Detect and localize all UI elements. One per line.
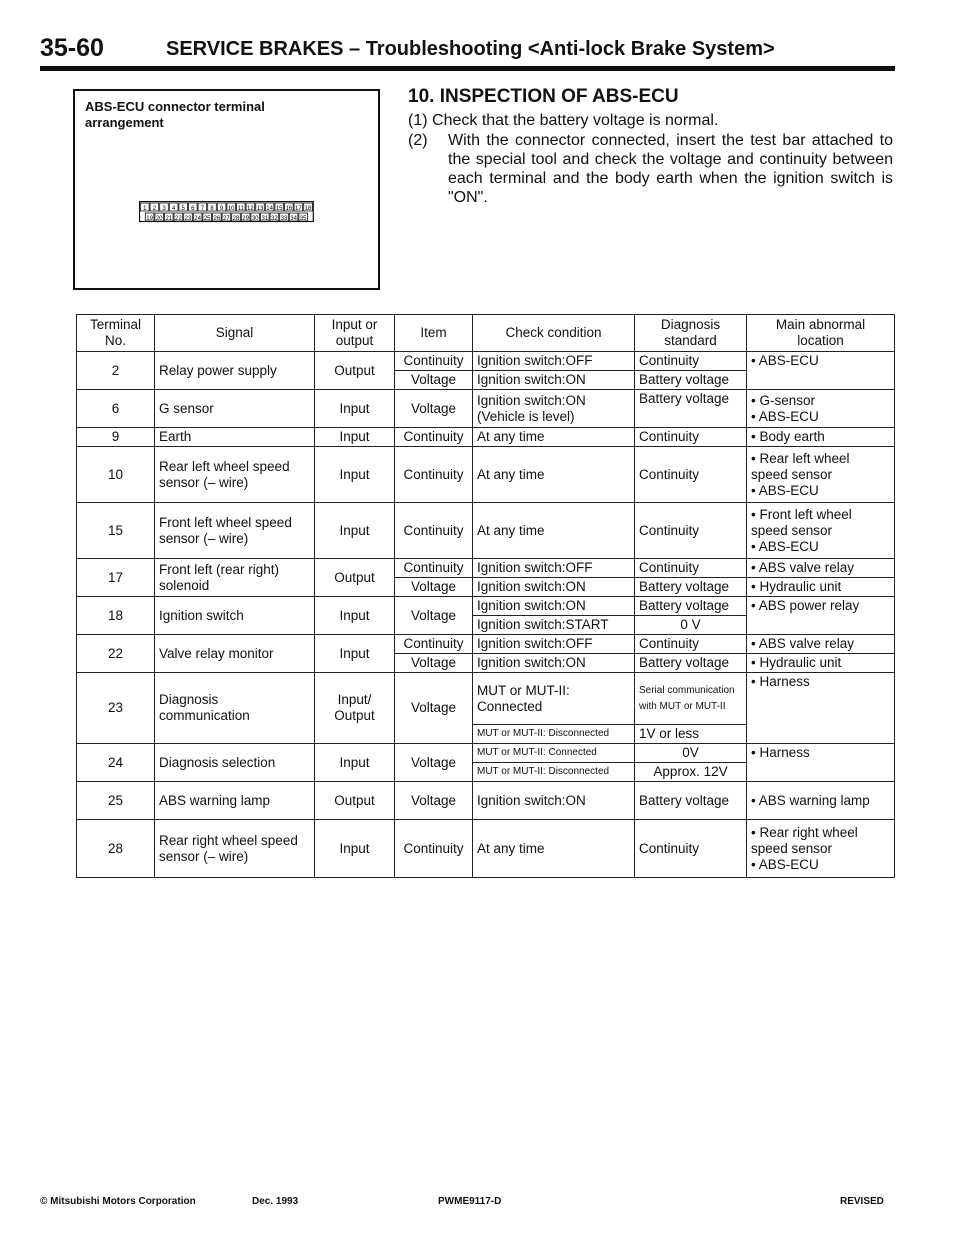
connector-pin-4 <box>169 203 178 212</box>
condition-cell: Ignition switch:OFF <box>473 559 635 578</box>
signal-cell: Front left (rear right) solenoid <box>155 559 315 597</box>
svg-text:33: 33 <box>280 216 288 222</box>
item-cell: Voltage <box>395 673 473 744</box>
location-line: • Rear left wheel speed sensor <box>751 450 850 482</box>
condition-cell: Ignition switch:ON <box>473 654 635 673</box>
connector-pin-16 <box>285 203 294 212</box>
location-line: • G-sensor <box>751 392 815 408</box>
terminal-no: 24 <box>77 744 155 782</box>
svg-text:1: 1 <box>143 206 147 212</box>
header-terminal: Terminal No. <box>77 315 155 352</box>
connector-pin-21 <box>165 213 174 222</box>
table-row <box>77 820 895 878</box>
standard-cell: 0 V <box>635 616 747 635</box>
standard-cell: Battery voltage <box>635 371 747 390</box>
signal-cell: Earth <box>155 428 315 447</box>
connector-pin-13 <box>256 203 265 212</box>
svg-text:21: 21 <box>165 216 173 222</box>
connector-terminal-diagram <box>139 201 319 223</box>
terminal-no: 9 <box>77 428 155 447</box>
page-title: SERVICE BRAKES – Troubleshooting <Anti-lock Brake System> <box>166 38 775 60</box>
connector-pin-3 <box>160 203 169 212</box>
standard-cell: Continuity <box>635 428 747 447</box>
svg-text:11: 11 <box>237 206 244 212</box>
condition-cell: At any time <box>473 447 635 503</box>
standard-cell: Battery voltage <box>635 390 747 428</box>
location-cell: • Harness <box>747 744 895 782</box>
condition-cell: Ignition switch:ON <box>473 782 635 820</box>
svg-text:8: 8 <box>210 206 214 212</box>
connector-pin-25 <box>203 213 212 222</box>
header-item: Item <box>395 315 473 352</box>
standard-cell: Continuity <box>635 559 747 578</box>
svg-text:29: 29 <box>242 216 249 222</box>
svg-text:23: 23 <box>184 216 192 222</box>
terminal-no: 23 <box>77 673 155 744</box>
connector-pin-28 <box>232 213 241 222</box>
svg-text:6: 6 <box>191 206 195 212</box>
figure-caption: ABS-ECU connector terminal arrangement <box>85 99 265 130</box>
svg-text:16: 16 <box>285 206 293 212</box>
io-cell: Input <box>315 447 395 503</box>
svg-text:34: 34 <box>290 216 297 222</box>
signal-cell: Relay power supply <box>155 352 315 390</box>
condition-cell: MUT or MUT-II: Connected <box>473 673 635 725</box>
svg-text:14: 14 <box>266 206 273 212</box>
connector-pin-10 <box>227 203 236 212</box>
connector-figure <box>73 89 380 290</box>
svg-text:19: 19 <box>146 216 153 222</box>
location-line: • ABS-ECU <box>751 538 819 554</box>
item-cell: Voltage <box>395 744 473 782</box>
item-cell: Voltage <box>395 597 473 635</box>
terminal-no: 6 <box>77 390 155 428</box>
condition-cell: At any time <box>473 820 635 878</box>
condition-cell: Ignition switch:ON (Vehicle is level) <box>473 390 635 428</box>
connector-pin-2 <box>150 203 159 212</box>
header-standard: Diagnosis standard <box>635 315 747 352</box>
location-cell <box>747 820 895 878</box>
terminal-no: 10 <box>77 447 155 503</box>
standard-cell: Continuity <box>635 635 747 654</box>
step-1-number: (1) <box>408 112 428 129</box>
step-1-text: Check that the battery voltage is normal. <box>432 112 719 129</box>
svg-text:10: 10 <box>227 206 235 212</box>
connector-pin-31 <box>261 213 270 222</box>
header-io: Input or output <box>315 315 395 352</box>
svg-text:24: 24 <box>194 216 201 222</box>
io-cell: Input <box>315 744 395 782</box>
standard-cell: Battery voltage <box>635 578 747 597</box>
signal-cell: Rear left wheel speed sensor (– wire) <box>155 447 315 503</box>
condition-cell: Ignition switch:ON <box>473 597 635 616</box>
terminal-no: 28 <box>77 820 155 878</box>
io-cell: Input <box>315 597 395 635</box>
signal-cell: G sensor <box>155 390 315 428</box>
location-cell: • Body earth <box>747 428 895 447</box>
page-number: 35-60 <box>40 34 104 62</box>
location-cell: • ABS valve relay <box>747 635 895 654</box>
table-row <box>77 782 895 820</box>
footer-code: PWME9117-D <box>438 1196 502 1207</box>
connector-pin-12 <box>246 203 255 212</box>
connector-pin-7 <box>198 203 207 212</box>
io-cell: Input <box>315 390 395 428</box>
step-2-text: With the connector connected, insert the test bar attached to the special tool and check the voltage and continuity between each terminal and the body earth when the ignition switch is "ON". <box>448 132 893 206</box>
svg-text:18: 18 <box>304 206 312 212</box>
connector-pin-32 <box>270 213 279 222</box>
svg-text:5: 5 <box>181 206 185 212</box>
location-cell: • Hydraulic unit <box>747 578 895 597</box>
svg-text:25: 25 <box>203 216 211 222</box>
svg-text:2: 2 <box>152 206 157 212</box>
svg-text:27: 27 <box>223 216 230 222</box>
condition-cell: MUT or MUT-II: Disconnected <box>473 763 635 782</box>
svg-text:22: 22 <box>175 216 182 222</box>
condition-cell: MUT or MUT-II: Connected <box>473 744 635 763</box>
standard-cell: Continuity <box>635 820 747 878</box>
signal-cell: Front left wheel speed sensor (– wire) <box>155 503 315 559</box>
table-row <box>77 673 895 725</box>
item-cell: Voltage <box>395 654 473 673</box>
condition-cell: At any time <box>473 503 635 559</box>
svg-text:9: 9 <box>219 206 224 212</box>
connector-pin-29 <box>241 213 250 222</box>
connector-pin-14 <box>265 203 274 212</box>
svg-text:12: 12 <box>247 206 254 212</box>
connector-pin-24 <box>193 213 202 222</box>
signal-cell: Diagnosis selection <box>155 744 315 782</box>
condition-cell: Ignition switch:ON <box>473 371 635 390</box>
io-cell: Input <box>315 503 395 559</box>
location-cell: • ABS power relay <box>747 597 895 635</box>
table-row <box>77 744 895 763</box>
connector-pin-23 <box>184 213 193 222</box>
step-2 <box>408 131 893 207</box>
location-cell: • Hydraulic unit <box>747 654 895 673</box>
location-line: • ABS-ECU <box>751 482 819 498</box>
standard-cell: Continuity <box>635 352 747 371</box>
section-title: 10. INSPECTION OF ABS-ECU <box>408 86 679 107</box>
io-cell: Input <box>315 428 395 447</box>
standard-cell: Continuity <box>635 447 747 503</box>
location-cell <box>747 390 895 428</box>
connector-pin-27 <box>222 213 231 222</box>
item-cell: Continuity <box>395 503 473 559</box>
item-cell: Continuity <box>395 352 473 371</box>
connector-pin-22 <box>174 213 183 222</box>
terminal-no: 15 <box>77 503 155 559</box>
footer-copyright: © Mitsubishi Motors Corporation <box>40 1196 196 1207</box>
condition-cell: At any time <box>473 428 635 447</box>
io-cell: Output <box>315 559 395 597</box>
svg-text:4: 4 <box>171 206 176 212</box>
connector-pin-8 <box>208 203 217 212</box>
location-line: • Rear right wheel speed sensor <box>751 824 858 856</box>
connector-pin-34 <box>289 213 298 222</box>
location-line: • Front left wheel speed sensor <box>751 506 852 538</box>
item-cell: Voltage <box>395 390 473 428</box>
connector-pin-30 <box>251 213 260 222</box>
header-signal: Signal <box>155 315 315 352</box>
connector-pin-18 <box>304 203 313 212</box>
io-cell: Input <box>315 635 395 673</box>
table-row <box>77 559 895 578</box>
table-row <box>77 597 895 616</box>
connector-pin-5 <box>179 203 188 212</box>
svg-text:17: 17 <box>295 206 302 212</box>
item-cell: Voltage <box>395 782 473 820</box>
standard-cell: 0V <box>635 744 747 763</box>
connector-pin-20 <box>155 213 164 222</box>
svg-text:15: 15 <box>275 206 283 212</box>
standard-cell: Continuity <box>635 503 747 559</box>
inspection-table <box>76 314 895 878</box>
header-condition: Check condition <box>473 315 635 352</box>
svg-text:31: 31 <box>261 216 269 222</box>
io-cell: Output <box>315 352 395 390</box>
connector-pin-11 <box>237 203 246 212</box>
location-cell <box>747 447 895 503</box>
standard-cell: Battery voltage <box>635 654 747 673</box>
table-row <box>77 390 895 428</box>
connector-pin-15 <box>275 203 284 212</box>
signal-cell: Rear right wheel speed sensor (– wire) <box>155 820 315 878</box>
standard-cell: Battery voltage <box>635 597 747 616</box>
signal-cell: ABS warning lamp <box>155 782 315 820</box>
table-row <box>77 447 895 503</box>
table-row <box>77 428 895 447</box>
condition-cell: Ignition switch:START <box>473 616 635 635</box>
connector-pin-1 <box>141 203 150 212</box>
item-cell: Voltage <box>395 578 473 597</box>
table-header-row <box>77 315 895 352</box>
condition-cell: Ignition switch:ON <box>473 578 635 597</box>
item-cell: Continuity <box>395 447 473 503</box>
table-row <box>77 352 895 371</box>
svg-text:32: 32 <box>271 216 278 222</box>
location-cell <box>747 503 895 559</box>
terminal-no: 18 <box>77 597 155 635</box>
header-location: Main abnormal location <box>747 315 895 352</box>
location-cell: • Harness <box>747 673 895 744</box>
standard-cell: Battery voltage <box>635 782 747 820</box>
table-row <box>77 635 895 654</box>
footer-revised: REVISED <box>840 1196 884 1207</box>
condition-cell: MUT or MUT-II: Disconnected <box>473 725 635 744</box>
signal-cell: Diagnosis communication <box>155 673 315 744</box>
terminal-no: 22 <box>77 635 155 673</box>
signal-cell: Ignition switch <box>155 597 315 635</box>
terminal-no: 2 <box>77 352 155 390</box>
io-cell: Input <box>315 820 395 878</box>
location-cell: • ABS-ECU <box>747 352 895 390</box>
table-row <box>77 503 895 559</box>
connector-pin-17 <box>294 203 303 212</box>
svg-text:28: 28 <box>232 216 240 222</box>
svg-text:30: 30 <box>251 216 259 222</box>
item-cell: Continuity <box>395 635 473 654</box>
standard-cell: Serial communication with MUT or MUT-II <box>635 673 747 725</box>
svg-text:13: 13 <box>256 206 264 212</box>
terminal-no: 17 <box>77 559 155 597</box>
terminal-no: 25 <box>77 782 155 820</box>
connector-pin-35 <box>299 213 308 222</box>
svg-text:20: 20 <box>155 216 163 222</box>
location-cell: • ABS valve relay <box>747 559 895 578</box>
standard-cell: 1V or less <box>635 725 747 744</box>
io-cell: Output <box>315 782 395 820</box>
connector-pin-33 <box>280 213 289 222</box>
item-cell: Voltage <box>395 371 473 390</box>
location-line: • ABS-ECU <box>751 408 819 424</box>
page-header <box>40 32 895 71</box>
condition-cell: Ignition switch:OFF <box>473 352 635 371</box>
svg-text:3: 3 <box>162 206 166 212</box>
item-cell: Continuity <box>395 428 473 447</box>
step-2-number: (2) <box>408 132 428 149</box>
io-cell: Input/ Output <box>315 673 395 744</box>
svg-text:26: 26 <box>213 216 221 222</box>
standard-cell: Approx. 12V <box>635 763 747 782</box>
connector-pin-9 <box>217 203 226 212</box>
location-line: • ABS-ECU <box>751 856 819 872</box>
connector-pin-6 <box>189 203 198 212</box>
location-cell: • ABS warning lamp <box>747 782 895 820</box>
svg-text:35: 35 <box>299 216 307 222</box>
item-cell: Continuity <box>395 820 473 878</box>
item-cell: Continuity <box>395 559 473 578</box>
step-1 <box>408 111 718 130</box>
footer-date: Dec. 1993 <box>252 1196 299 1207</box>
condition-cell: Ignition switch:OFF <box>473 635 635 654</box>
connector-pin-26 <box>213 213 222 222</box>
svg-text:7: 7 <box>200 206 205 212</box>
signal-cell: Valve relay monitor <box>155 635 315 673</box>
connector-pin-19 <box>145 213 154 222</box>
